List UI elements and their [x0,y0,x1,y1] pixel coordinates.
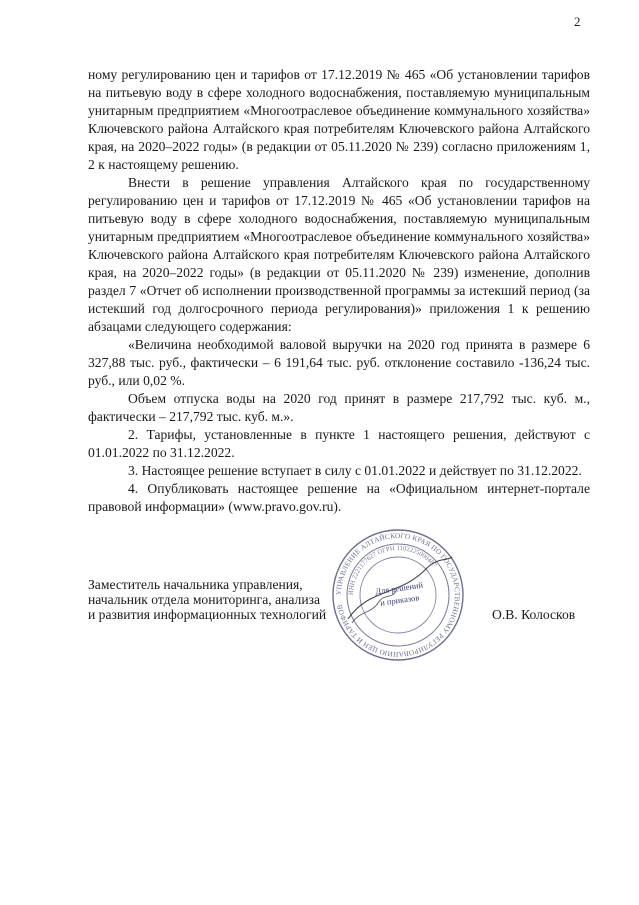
official-stamp [330,527,466,663]
stamp-center-text: и приказов [379,592,420,608]
paragraph-continuation: ному регулированию цен и тарифов от 17.12.2019 № 465 «Об установлении тарифов на питьевую воду в сфере холодного водоснабжения, поставляемую муниципальным унитарным предприятием «Многоотраслевое объединение коммунального хозяйства» Ключевского района Алтайского края потребителям Ключевского района Алтайского края, на 2020–2022 годы» (в редакции от 05.11.2020 № 239) согласно приложениям 1, 2 к настоящему решению. [88,67,590,172]
stamp-inner-text: ИНН 2221177627 ОГРН 1102225000487 [347,544,438,596]
signer-name: О.В. Колосков [492,607,576,622]
page-number: 2 [574,14,581,29]
paragraph-water-volume: Объем отпуска воды на 2020 год принят в размере 217,792 тыс. куб. м., фактически – 217,792 тыс. куб. м.». [88,391,590,424]
paragraph-amendment: Внести в решение управления Алтайского края по государственному регулированию цен и тарифов от 17.12.2019 № 465 «Об установлении тарифов на питьевую воду в сфере холодного водоснабжения, поставляемую муниципальным унитарным предприятием «Многоотраслевое объединение коммунального хозяйства» Ключевского района Алтайского края потребителям Ключевского района Алтайского края, на 2020–2022 годы» (в редакции от 05.11.2020 № 239) изменение, дополнив раздел 7 «Отчет об исполнении производственной программы за истекший период (за истекший год долгосрочного периода регулирования)» приложения 1 к решению абзацами следующего содержания: [88,175,590,334]
signature-position-line: и развития информационных технологий [88,607,327,622]
paragraph-item-3: 3. Настоящее решение вступает в силу с 01.01.2022 и действует по 31.12.2022. [128,463,582,478]
paragraph-revenue: «Величина необходимой валовой выручки на 2020 год принята в размере 6 327,88 тыс. руб., фактически – 6 191,64 тыс. руб. отклонение составило -136,24 тыс. руб., или 0,02 %. [88,337,590,388]
signature-position [88,577,358,622]
document-body [88,66,590,516]
signature-position-line: начальник отдела мониторинга, анализа [88,592,321,607]
stamp-center-text: Для решений [374,579,424,597]
signature-position-line: Заместитель начальника управления, [88,577,303,592]
paragraph-item-4: 4. Опубликовать настоящее решение на «Официальном интернет-портале правовой информации» (www.pravo.gov.ru). [88,481,590,514]
stamp-outer-text: УПРАВЛЕНИЕ АЛТАЙСКОГО КРАЯ ПО ГОСУДАРСТВЕННОМУ РЕГУЛИРОВАНИЮ ЦЕН И ТАРИФОВ [334,531,462,659]
paragraph-item-2: 2. Тарифы, установленные в пункте 1 настоящего решения, действуют с 01.01.2022 по 31.12.2022. [88,427,590,460]
